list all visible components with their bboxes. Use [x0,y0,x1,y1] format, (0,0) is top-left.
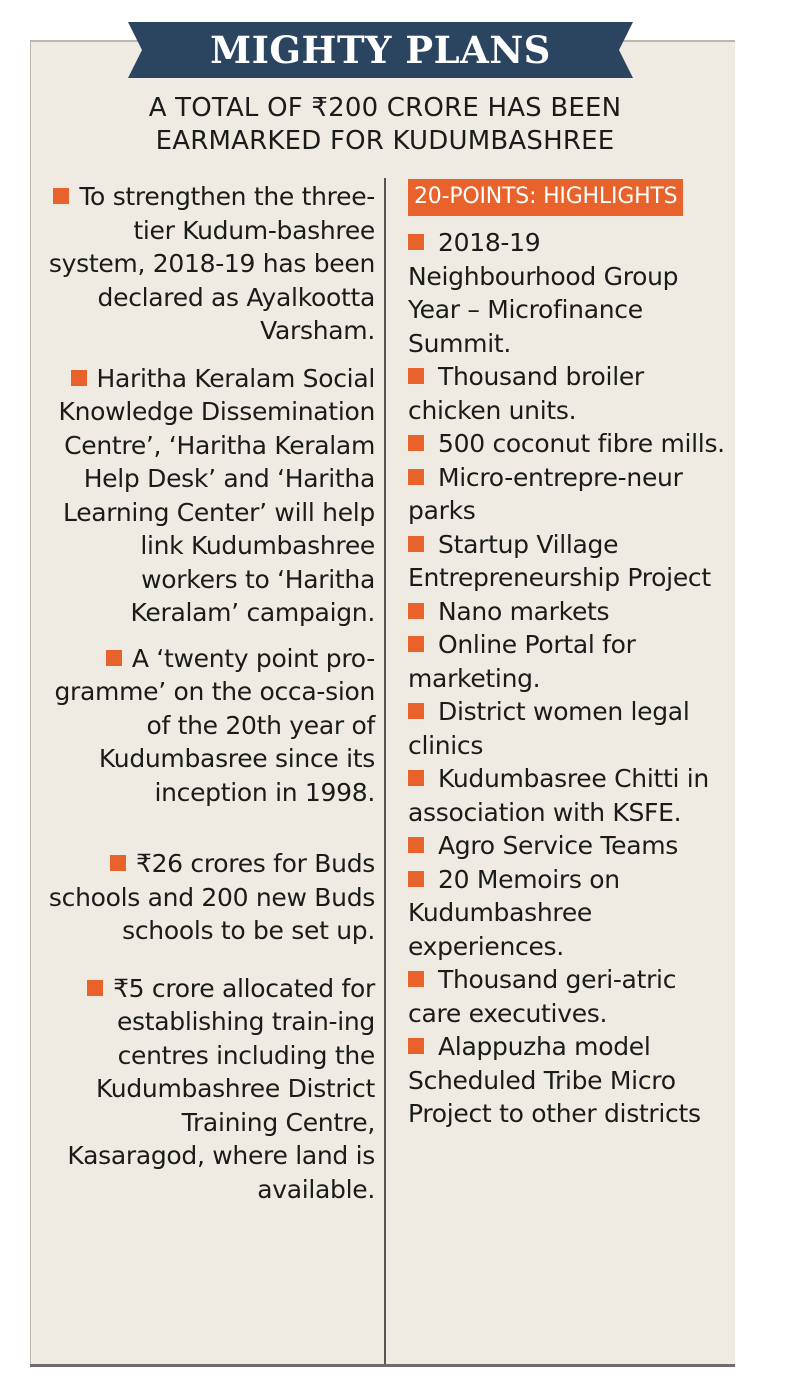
highlight-item-text: Alappuzha model Scheduled Tribe Micro Project to other districts [408,1032,701,1128]
highlight-item [408,762,728,829]
left-item-text: Haritha Keralam Social Knowledge Dissemination Centre’, ‘Haritha Keralam Help Desk’ and ‘Haritha Learning Center’ will help link Kudumbashree workers to ‘Haritha Keralam’ campaign. [58,363,375,627]
highlight-item-text: Nano markets [438,596,610,626]
square-bullet-icon [87,980,103,996]
square-bullet-icon [408,770,424,786]
highlight-item-text: Kudumbasree Chitti in association with KSFE. [408,764,709,827]
highlight-item [408,963,728,1030]
highlights-label: 20-POINTS: HIGHLIGHTS [408,179,683,216]
highlight-item-text: 500 coconut fibre mills. [438,429,725,458]
subtitle [40,92,730,158]
square-bullet-icon [408,703,424,719]
square-bullet-icon [408,368,424,384]
left-item [40,642,375,810]
highlight-item [408,829,728,863]
highlight-item [408,863,728,964]
left-item-text: ₹26 crores for Buds schools and 200 new Buds schools to be set up. [48,849,375,945]
square-bullet-icon [408,469,424,485]
highlight-item [408,461,728,528]
highlight-item-text: Micro-entrepre-neur parks [408,462,683,525]
left-item [40,180,375,348]
left-item [40,972,375,1207]
highlight-item [408,1030,728,1131]
square-bullet-icon [408,435,424,451]
left-item [40,362,375,630]
square-bullet-icon [53,188,69,204]
column-divider [384,178,386,1364]
square-bullet-icon [408,536,424,552]
left-column [40,178,375,1206]
square-bullet-icon [408,837,424,853]
highlight-item-text: District women legal clinics [408,697,690,760]
right-column [408,178,728,1131]
highlight-item [408,427,728,461]
highlight-item [408,360,728,427]
left-item-text: A ‘twenty point pro-gramme’ on the occa-sion of the 20th year of Kudumbasree since its inception in 1998. [54,643,375,807]
square-bullet-icon [408,1038,424,1054]
square-bullet-icon [408,871,424,887]
highlight-item [408,528,728,595]
highlight-item [408,628,728,695]
subtitle-line-1: A TOTAL OF ₹200 CRORE HAS BEEN [148,93,622,123]
highlight-item-text: Agro Service Teams [438,831,678,860]
left-item [40,847,375,948]
square-bullet-icon [110,855,126,871]
square-bullet-icon [71,370,87,386]
highlight-item-text: Startup Village Entrepreneurship Project [408,529,711,592]
highlight-item-text: Online Portal for marketing. [408,630,636,693]
title-banner [128,22,633,78]
square-bullet-icon [408,636,424,652]
highlight-item-text: 20 Memoirs on Kudumbashree experiences. [408,864,620,961]
square-bullet-icon [408,603,424,619]
square-bullet-icon [106,650,122,666]
left-item-text: To strengthen the three-tier Kudum-bashree system, 2018-19 has been declared as Ayalkootta Varsham. [48,182,375,345]
subtitle-line-2: EARMARKED FOR KUDUMBASHREE [155,126,615,156]
left-item-text: ₹5 crore allocated for establishing train-ing centres including the Kudumbashree District Training Centre, Kasaragod, where land is available. [67,973,375,1204]
page-title: MIGHTY PLANS [210,28,551,72]
highlight-item [408,226,728,360]
highlight-item [408,695,728,762]
square-bullet-icon [408,971,424,987]
highlight-item-text: 2018-19 Neighbourhood Group Year – Microfinance Summit. [408,228,679,358]
square-bullet-icon [408,234,424,250]
highlight-item [408,595,728,629]
bottom-rule [30,1364,735,1367]
highlight-item-text: Thousand broiler chicken units. [408,362,644,425]
highlight-item-text: Thousand geri-atric care executives. [408,965,677,1028]
